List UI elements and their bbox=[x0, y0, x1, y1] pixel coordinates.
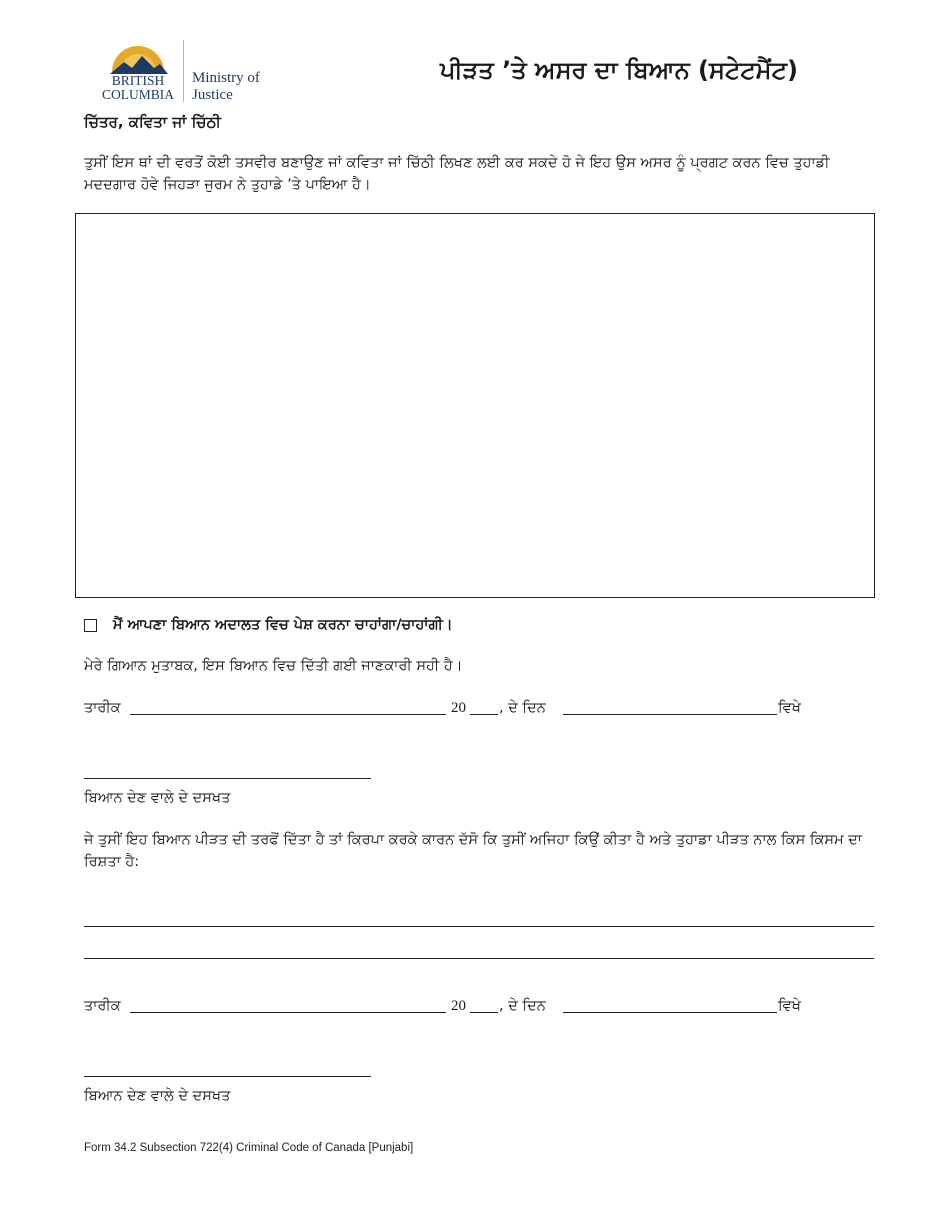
signature-label-2: ਬਿਆਨ ਦੇਣ ਵਾਲੇ ਦੇ ਦਸਖਤ bbox=[84, 1088, 231, 1104]
court-checkbox-label: ਮੈਂ ਆਪਣਾ ਬਿਆਨ ਅਦਾਲਤ ਵਿਚ ਪੇਸ਼ ਕਰਨਾ ਚਾਹਾਂਗਾ/ਚਾਹਾਂਗੀ। bbox=[113, 617, 453, 633]
reason-line-1[interactable] bbox=[84, 926, 874, 927]
reason-line-2[interactable] bbox=[84, 958, 874, 959]
signature-line-2[interactable] bbox=[84, 1076, 371, 1077]
signature-line[interactable] bbox=[84, 778, 371, 779]
year-prefix: 20 bbox=[451, 700, 466, 716]
date-label: ਤਾਰੀਕ bbox=[84, 700, 121, 716]
day-label-2: , ਦੇ ਦਿਨ bbox=[499, 998, 546, 1014]
signature-label: ਬਿਆਨ ਦੇਣ ਵਾਲੇ ਦੇ ਦਸਖਤ bbox=[84, 790, 231, 806]
logo-province-line2: COLUMBIA bbox=[101, 87, 174, 102]
place-field-2[interactable] bbox=[563, 1012, 777, 1013]
behalf-question: ਜੇ ਤੁਸੀਂ ਇਹ ਬਿਆਨ ਪੀੜਤ ਦੀ ਤਰਫੋਂ ਦਿੱਤਾ ਹੈ ਤਾਂ ਕਿਰਪਾ ਕਰਕੇ ਕਾਰਨ ਦੱਸੋ ਕਿ ਤੁਸੀਂ ਅਜਿਹਾ ਕਿਉਂ ਕੀਤਾ ਹੈ ਅਤੇ ਤੁਹਾਡਾ ਪੀੜਤ ਨਾਲ ਕਿਸ ਕਿਸਮ ਦਾ ਰਿਸ਼ਤਾ ਹੈ: bbox=[84, 832, 862, 870]
section-heading: ਚਿੱਤਰ, ਕਵਿਤਾ ਜਾਂ ਚਿੱਠੀ bbox=[84, 113, 221, 131]
logo-ministry-line1: Ministry of bbox=[192, 70, 260, 86]
place-label: ਵਿਖੇ bbox=[778, 700, 801, 716]
logo-province bbox=[100, 74, 176, 102]
drawing-area[interactable] bbox=[75, 213, 875, 598]
day-label: , ਦੇ ਦਿਨ bbox=[499, 700, 546, 716]
court-checkbox[interactable] bbox=[84, 619, 97, 632]
logo-ministry-line2: Justice bbox=[192, 87, 233, 103]
logo-province-line1: BRITISH bbox=[111, 73, 165, 88]
form-footer: Form 34.2 Subsection 722(4) Criminal Code of Canada [Punjabi] bbox=[84, 1142, 414, 1154]
date-field[interactable] bbox=[130, 714, 446, 715]
logo-divider bbox=[183, 40, 184, 102]
year-prefix-2: 20 bbox=[451, 998, 466, 1014]
logo-ministry bbox=[192, 70, 260, 104]
place-field[interactable] bbox=[563, 714, 777, 715]
page-title: ਪੀੜਤ ’ਤੇ ਅਸਰ ਦਾ ਬਿਆਨ (ਸਟੇਟਮੈਂਟ) bbox=[440, 56, 798, 84]
court-checkbox-row[interactable] bbox=[84, 617, 453, 633]
date-field-2[interactable] bbox=[130, 1012, 446, 1013]
place-label-2: ਵਿਖੇ bbox=[778, 998, 801, 1014]
year-field-2[interactable] bbox=[470, 1012, 498, 1013]
date-label-2: ਤਾਰੀਕ bbox=[84, 998, 121, 1014]
intro-text: ਤੁਸੀਂ ਇਸ ਥਾਂ ਦੀ ਵਰਤੋਂ ਕੋਈ ਤਸਵੀਰ ਬਣਾਉਣ ਜਾਂ ਕਵਿਤਾ ਜਾਂ ਚਿੱਠੀ ਲਿਖਣ ਲਈ ਕਰ ਸਕਦੇ ਹੋ ਜੇ ਇਹ ਉਸ ਅਸਰ ਨੂੰ ਪ੍ਰਗਟ ਕਰਨ ਵਿਚ ਤੁਹਾਡੀ ਮਦਦਗਾਰ ਹੋਵੇ ਜਿਹੜਾ ਜੁਰਮ ਨੇ ਤੁਹਾਡੇ ’ਤੇ ਪਾਇਆ ਹੈ। bbox=[84, 155, 830, 193]
year-field[interactable] bbox=[470, 714, 498, 715]
declaration-text: ਮੇਰੇ ਗਿਆਨ ਮੁਤਾਬਕ, ਇਸ ਬਿਆਨ ਵਿਚ ਦਿੱਤੀ ਗਈ ਜਾਣਕਾਰੀ ਸਹੀ ਹੈ। bbox=[84, 658, 463, 674]
